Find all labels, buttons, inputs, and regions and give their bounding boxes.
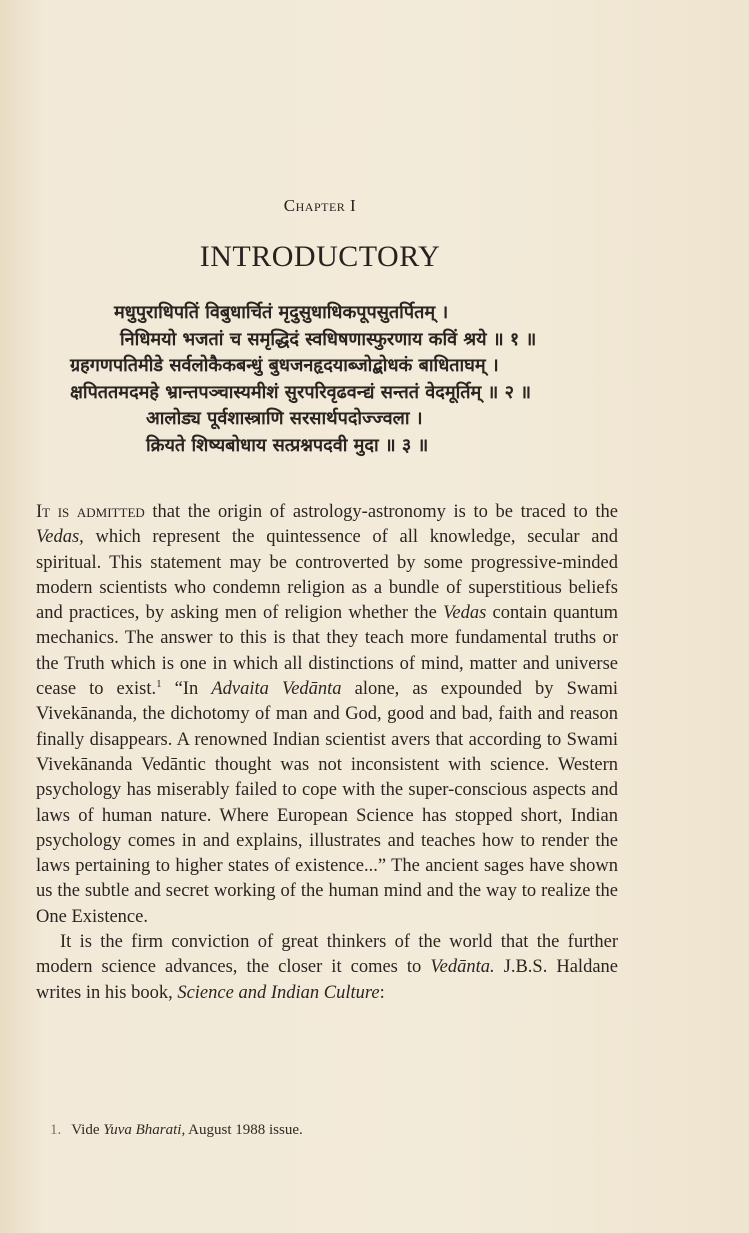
verse-line: मधुपुराधिपतिं विबुधार्चितं मृदुसुधाधिकपूपसुतर्पितम् ।	[114, 302, 449, 323]
verse-line: ग्रहगणपतिमीडे सर्वलोकैकबन्धुं बुधजनहृदयाब्जोद्बोधकं बाधिताघम् ।	[70, 355, 499, 376]
footnote-marker: 1.	[50, 1122, 62, 1138]
italic-term: Vedas	[443, 603, 487, 624]
text-run: J.B.S. Haldane writes in his book,	[36, 957, 618, 1003]
text-run: contain quantum mechanics. The answer to this is that they teach more fundamental truths or the Truth which is one in which all distinctions of mind, matter and universe cease to exist.	[36, 603, 618, 700]
chapter-title: INTRODUCTORY	[199, 240, 441, 273]
sanskrit-verses	[70, 300, 630, 459]
footnote-text: August 1988 issue.	[185, 1122, 303, 1138]
paragraph	[36, 500, 618, 930]
chapter-label-text: Chapter I	[283, 196, 357, 215]
italic-term: Vedānta.	[430, 957, 495, 978]
footnote-ref[interactable]: 1	[156, 677, 162, 690]
italic-term: Advaita Vedānta	[211, 679, 342, 700]
verse-line: क्रियते शिष्यबोधाय सत्प्रश्नपदवी मुदा ॥ ३ ॥	[146, 434, 429, 456]
paragraph	[36, 930, 618, 1006]
text-run: :	[379, 982, 385, 1003]
text-run: “In	[161, 679, 212, 700]
footnote-journal: Yuva Bharati,	[103, 1122, 186, 1138]
chapter-label	[0, 196, 640, 216]
italic-term: Vedas,	[36, 527, 84, 548]
text-run: alone, as expounded by Swami Vivekānanda, the dichotomy of man and God, good and bad, faith and reason finally disappears. A renowned Indian scientist avers that according to Swami Vivekānanda Vedāntic thought was not inconsistent with science. Western psychology has miserably failed to cope with the super-conscious aspects and laws of human nature. Where European Science has stopped short, Indian psychology comes in and explains, illustrates and teaches how to render the laws pertaining to higher states of existence...” The ancient sages have shown us the subtle and secret working of the human mind and the way to realize the One Existence.	[36, 679, 618, 927]
text-run: It is the firm conviction of great thinkers of the world that the further modern science advances, the closer it comes to	[36, 932, 618, 978]
text-run: that the origin of astrology-astronomy is to be traced to the	[144, 502, 618, 522]
verse-line: क्षपिततमदमहे भ्रान्तपञ्चास्यमीशं सुरपरिवृढवन्द्यं सन्ततं वेदमूर्तिम् ॥ २ ॥	[70, 381, 532, 403]
verse-line: निधिमयो भजतां च समृद्धिदं स्वधिषणास्फुरणाय कविं श्रये ॥ १ ॥	[120, 328, 537, 350]
lead-in: It is admitted	[36, 502, 145, 522]
verse-line: आलोड्य पूर्वशास्त्राणि सरसार्थपदोज्ज्वला ।	[146, 408, 423, 429]
book-title: Science and Indian Culture	[177, 982, 380, 1003]
footnote	[50, 1122, 610, 1139]
text-run: which represent the quintessence of all knowledge, secular and spiritual. This statement may be controverted by some progressive-minded modern scientists who condemn religion as a bundle of superstitious beliefs and practices, by asking men of religion whether the	[36, 527, 618, 624]
body-text	[36, 500, 618, 1006]
footnote-vide: Vide	[71, 1122, 100, 1138]
